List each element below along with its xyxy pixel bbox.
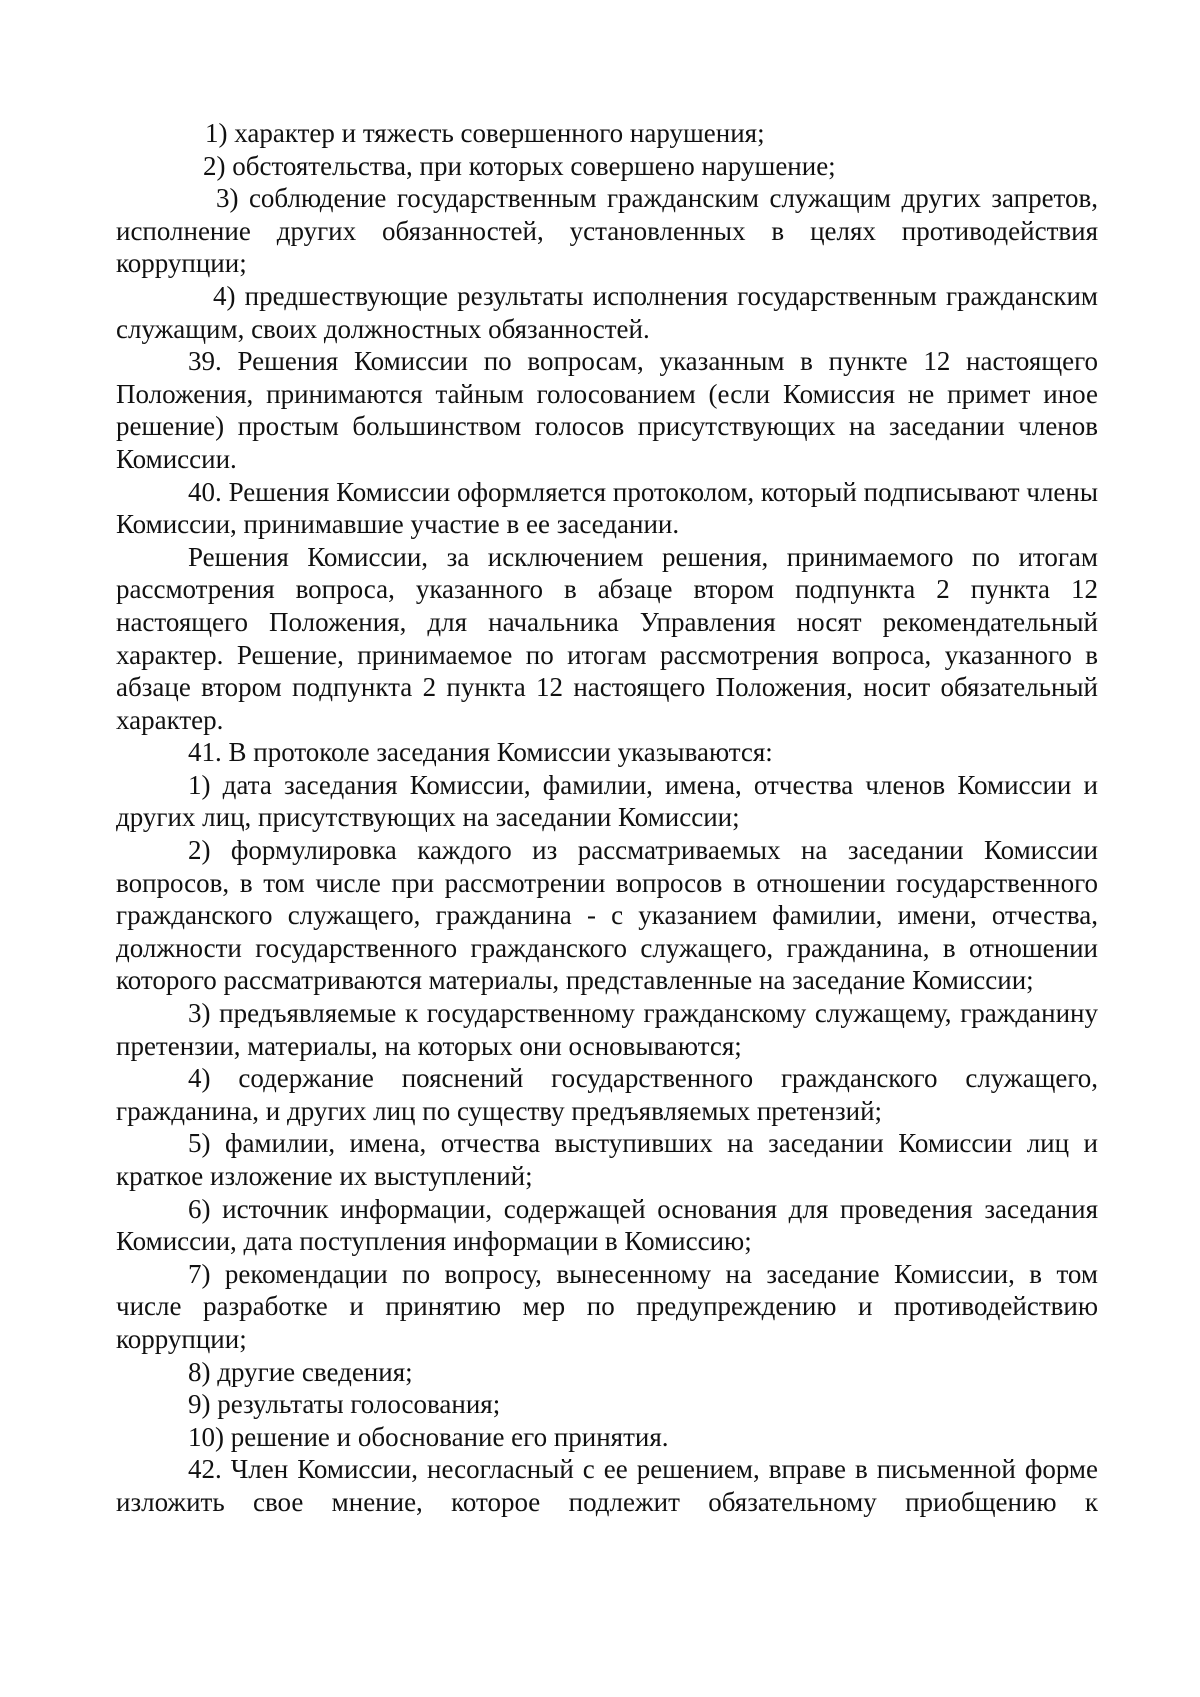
paragraph-41-item-8: 8) другие сведения; — [188, 1356, 413, 1387]
paragraph-item-3: 3) соблюдение государственным гражданским служащим других запретов, исполнение других обязанностей, установленных в целях противодействия коррупции; — [116, 183, 1098, 279]
paragraph-41-item-1: 1) дата заседания Комиссии, фамилии, имена, отчества членов Комиссии и других лиц, присутствующих на заседании Комиссии; — [116, 769, 1098, 833]
document-body — [116, 117, 1098, 1519]
paragraph-41: 41. В протоколе заседания Комиссии указываются: — [188, 737, 773, 768]
paragraph-41-item-6: 6) источник информации, содержащей основания для проведения заседания Комиссии, дата поступления информации в Комиссию; — [116, 1193, 1098, 1257]
paragraph-41-item-3: 3) предъявляемые к государственному гражданскому служащему, гражданину претензии, материалы, на которых они основываются; — [116, 998, 1098, 1061]
paragraph-40-continued: Решения Комиссии, за исключением решения, принимаемого по итогам рассмотрения вопроса, указанного в абзаце втором подпункта 2 пункта 12 настоящего Положения, для начальника Управления носят рекомендательный характер. Решение, принимаемое по итогам рассмотрения вопроса, указанного в абзаце втором подпункта 2 пункта 12 настоящего Положения, носит обязательный характер. — [116, 541, 1098, 735]
paragraph-item-1: 1) характер и тяжесть совершенного нарушения; — [205, 118, 765, 148]
paragraph-41-item-5: 5) фамилии, имена, отчества выступивших на заседании Комиссии лиц и краткое изложение их выступлений; — [116, 1128, 1098, 1191]
paragraph-42: 42. Член Комиссии, несогласный с ее решением, вправе в письменной форме изложить свое мнение, которое подлежит обязательному приобщению к — [116, 1454, 1098, 1517]
paragraph-41-item-4: 4) содержание пояснений государственного гражданского служащего, гражданина, и других лиц по существу предъявляемых претензий; — [116, 1063, 1098, 1126]
paragraph-item-2: 2) обстоятельства, при которых совершено нарушение; — [203, 150, 836, 181]
paragraph-40: 40. Решения Комиссии оформляется протоколом, который подписывают члены Комиссии, принимавшие участие в ее заседании. — [116, 476, 1098, 540]
paragraph-41-item-9: 9) результаты голосования; — [188, 1389, 501, 1420]
paragraph-41-item-10: 10) решение и обоснование его принятия. — [188, 1421, 669, 1452]
paragraph-41-item-2: 2) формулировка каждого из рассматриваемых на заседании Комиссии вопросов, в том числе при рассмотрении вопросов в отношении государственного гражданского служащего, гражданина - с указанием фамилии, имени, отчества, должности государственного гражданского служащего, гражданина, в отношении которого рассматриваются материалы, представленные на заседание Комиссии; — [116, 835, 1098, 996]
paragraph-item-4: 4) предшествующие результаты исполнения государственным гражданским служащим, своих должностных обязанностей. — [116, 280, 1098, 344]
paragraph-39: 39. Решения Комиссии по вопросам, указанным в пункте 12 настоящего Положения, принимаются тайным голосованием (если Комиссия не примет иное решение) простым большинством голосов присутствующих на заседании членов Комиссии. — [116, 346, 1098, 474]
paragraph-41-item-7: 7) рекомендации по вопросу, вынесенному на заседание Комиссии, в том числе разработке и принятию мер по предупреждению и противодействию коррупции; — [116, 1258, 1098, 1354]
